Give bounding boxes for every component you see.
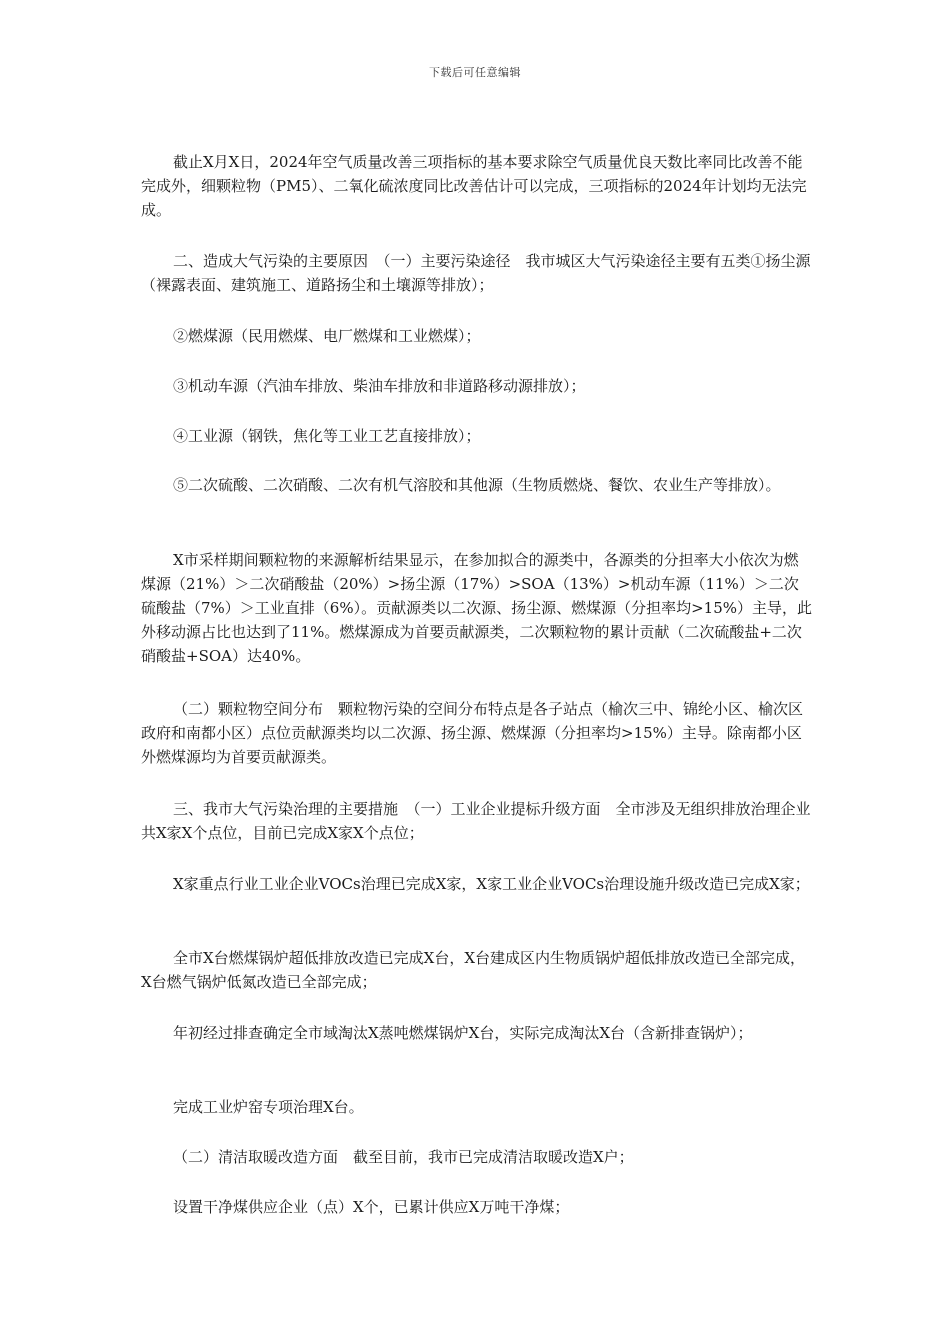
paragraph-boiler-elimination: 年初经过排查确定全市域淘汰X蒸吨燃煤锅炉X台，实际完成淘汰X台（含新排查锅炉）； (173, 1024, 753, 1042)
paragraph-secondary-source: ⑤二次硫酸、二次硝酸、二次有机气溶胶和其他源（生物质燃烧、餐饮、农业生产等排放）。 (173, 476, 781, 494)
paragraph-kiln-treatment: 完成工业炉窑专项治理X台。 (173, 1098, 364, 1116)
paragraph-source-apportionment: X市采样期间颗粒物的来源解析结果显示，在参加拟合的源类中，各源类的分担率大小依次为燃煤源（21%）＞二次硝酸盐（20%）>扬尘源（17%）>SOA（13%）>机动车源（11%）＞二次硫酸盐（7%）＞工业直排（6%）。贡献源类以二次源、扬尘源、燃煤源（分担率均>15%）主导，此外移动源占比也达到了11%。燃煤源成为首要贡献源类，二次颗粒物的累计贡献（二次硫酸盐+二次硝酸盐+SOA）达40%。 (141, 551, 813, 665)
paragraph-vocs-treatment: X家重点行业工业企业VOCs治理已完成X家，X家工业企业VOCs治理设施升级改造已完成X家； (173, 875, 810, 893)
paragraph-boiler-retrofit: 全市X台燃煤锅炉超低排放改造已完成X台，X台建成区内生物质锅炉超低排放改造已全部完成，X台燃气锅炉低氮改造已全部完成； (141, 949, 806, 991)
paragraph-progress-summary: 截止X月X日，2024年空气质量改善三项指标的基本要求除空气质量优良天数比率同比改善不能完成外，细颗粒物（PM5）、二氧化硫浓度同比改善估计可以完成，三项指标的2024年计划均无法完成。 (141, 153, 807, 219)
paragraph-main-measures: 三、我市大气污染治理的主要措施 （一）工业企业提标升级方面 全市涉及无组织排放治理企业共X家X个点位，目前已完成X家X个点位； (141, 800, 811, 842)
paragraph-industrial-source: ④工业源（钢铁，焦化等工业工艺直接排放）； (173, 427, 481, 445)
paragraph-clean-heating: （二）清洁取暖改造方面 截至目前，我市已完成清洁取暖改造X户； (173, 1148, 634, 1166)
paragraph-pollution-causes: 二、造成大气污染的主要原因 （一）主要污染途径 我市城区大气污染途径主要有五类①扬尘源（裸露表面、建筑施工、道路扬尘和土壤源等排放）； (141, 252, 811, 294)
paragraph-spatial-distribution: （二）颗粒物空间分布 颗粒物污染的空间分布特点是各子站点（榆次三中、锦纶小区、榆次区政府和南都小区）点位贡献源类均以二次源、扬尘源、燃煤源（分担率均>15%）主导。除南都小区外燃煤源均为首要贡献源类。 (141, 700, 804, 766)
page-header: 下载后可任意编辑 (429, 66, 521, 79)
paragraph-clean-coal-supply: 设置干净煤供应企业（点）X个，已累计供应X万吨干净煤； (173, 1198, 570, 1216)
paragraph-coal-source: ②燃煤源（民用燃煤、电厂燃煤和工业燃煤）； (173, 327, 481, 345)
paragraph-vehicle-source: ③机动车源（汽油车排放、柴油车排放和非道路移动源排放）； (173, 377, 586, 395)
